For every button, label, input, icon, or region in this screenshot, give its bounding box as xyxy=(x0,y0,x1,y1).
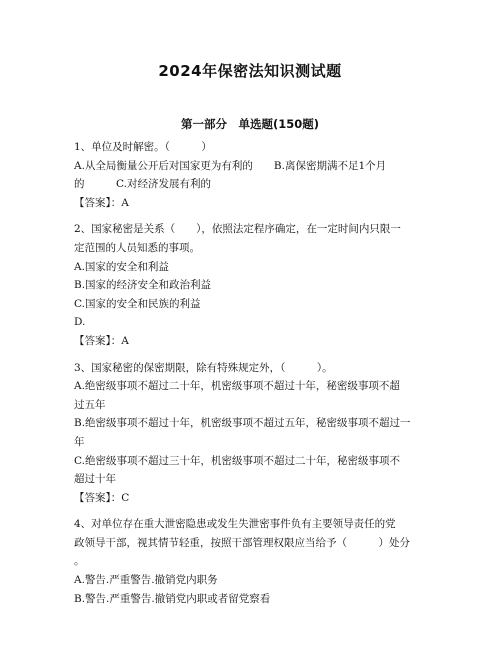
option-line: C.国家的安全和民族的利益 xyxy=(74,297,201,310)
question-3 xyxy=(74,359,434,508)
question-list xyxy=(74,138,434,608)
question-line: 定范围的人员知悉的事项。 xyxy=(74,241,200,254)
option-line: B.国家的经济安全和政治利益 xyxy=(74,279,212,292)
answer-line: 【答案】：A xyxy=(74,196,129,209)
question-line: 。 xyxy=(74,555,85,568)
question-line: 政领导干部，视其情节轻重，按照干部管理权限应当给予（ ）处分 xyxy=(74,536,410,549)
question-line: 4、对单位存在重大泄密隐患或发生失泄密事件负有主要领导责任的党 xyxy=(74,518,396,531)
option-line: A.国家的安全和利益 xyxy=(74,260,169,273)
option-line: 过五年 xyxy=(74,398,106,411)
option-line: A.绝密级事项不超过二十年，机密级事项不超过十年，秘密级事项不超 xyxy=(74,380,400,393)
option-line: 年 xyxy=(74,435,85,448)
option-line: C.绝密级事项不超过三十年，机密级事项不超过二十年，秘密级事项不 xyxy=(74,454,400,467)
question-1 xyxy=(74,138,434,212)
option-line: 超过十年 xyxy=(74,473,116,486)
option-line: D. xyxy=(74,316,86,329)
question-line: 1、单位及时解密。（ ） xyxy=(74,141,212,153)
option-line: B.警告.严重警告.撤销党内职或者留党察看 xyxy=(74,592,271,605)
question-4 xyxy=(74,515,434,608)
document-title: 2024年保密法知识测试题 xyxy=(158,62,342,80)
option-line: 的 C.对经济发展有利的 xyxy=(74,178,211,191)
option-line: A.从全局衡量公开后对国家更为有利的 B.离保密期满不足1个月 xyxy=(74,159,387,172)
answer-line: 【答案】：A xyxy=(74,334,129,347)
question-2 xyxy=(74,220,434,350)
answer-line: 【答案】：C xyxy=(74,491,130,504)
question-line: 2、国家秘密是关系（ ），依照法定程序确定，在一定时间内只限一 xyxy=(74,223,401,236)
option-line: B.绝密级事项不超过十年，机密级事项不超过五年，秘密级事项不超过一 xyxy=(74,417,411,430)
section-title: 第一部分 单选题(150题) xyxy=(180,117,320,131)
option-line: A.警告.严重警告.撤销党内职务 xyxy=(74,574,218,587)
question-line: 3、国家秘密的保密期限，除有特殊规定外，（ ）。 xyxy=(74,361,333,374)
